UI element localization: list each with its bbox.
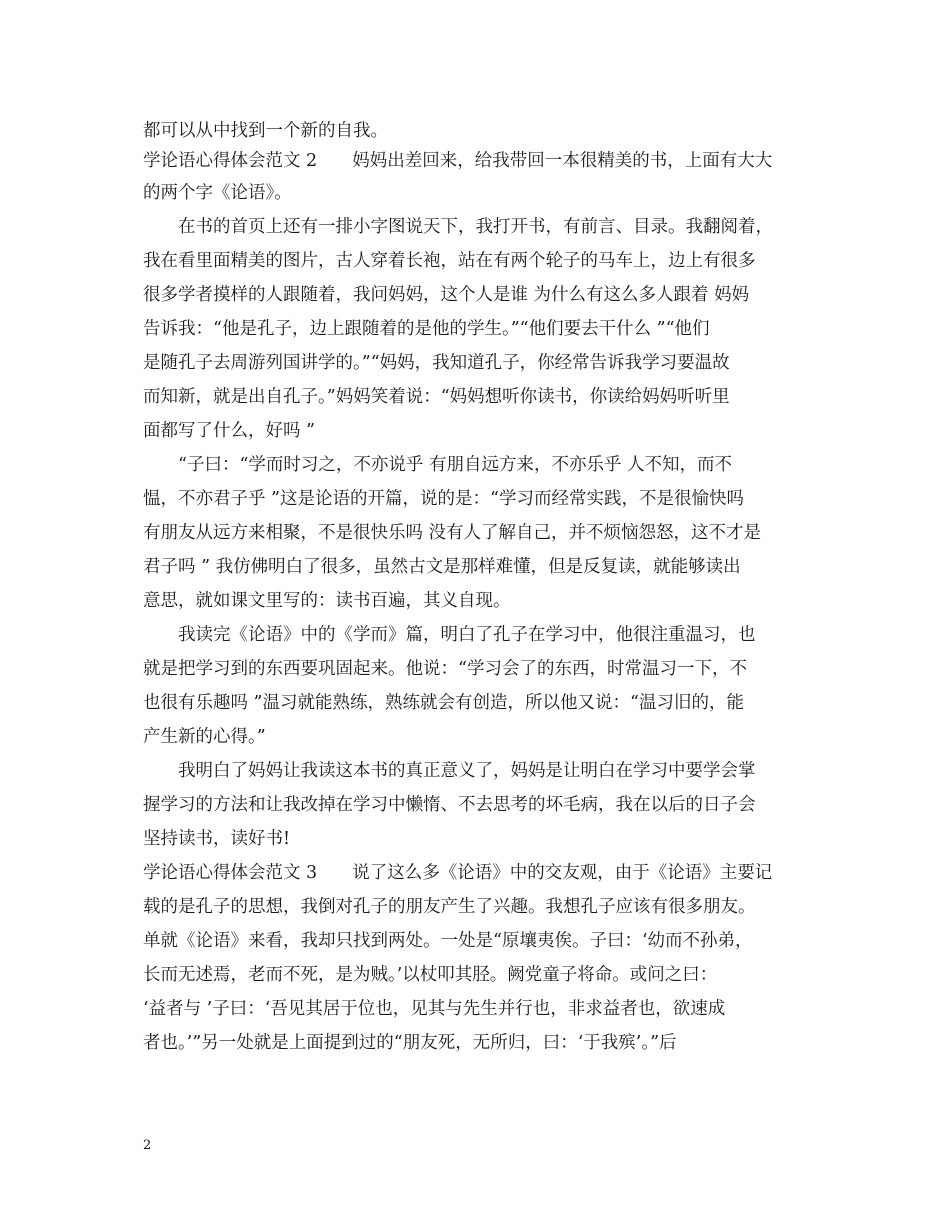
text-line: 很多学者摸样的人跟随着，我问妈妈，这个人是谁 为什么有这么多人跟着 妈妈 (143, 285, 750, 305)
text-line: 单就《论语》来看，我却只找到两处。一处是“原壤夷俟。子曰：‘幼而不孙弟， (143, 931, 753, 951)
text-line: 就是把学习到的东西要巩固起来。他说：“学习会了的东西，时常温习一下，不 (143, 659, 747, 679)
text-line: 我明白了妈妈让我读这本书的真正意义了，妈妈是让明白在学习中要学会掌 (143, 761, 756, 781)
text-line: 都可以从中找到一个新的自我。 (143, 121, 388, 141)
text-line: 握学习的方法和让我改掉在学习中懒惰、不去思考的坏毛病，我在以后的日子会 (143, 795, 756, 815)
text-line: ‘益者与 ’子曰：‘吾见其居于位也，见其与先生并行也，非求益者也，欲速成 (143, 999, 726, 1019)
text-line: 者也。’”另一处就是上面提到过的“朋友死，无所归，曰：‘于我殡’。”后 (143, 1033, 677, 1053)
page-number: 2 (143, 1138, 152, 1153)
text-line: 长而无述焉，老而不死，是为贼。’以杖叩其胫。阙党童子将命。或问之曰： (143, 965, 718, 985)
text-line: 的两个字《论语》。 (143, 183, 292, 203)
text-line: 有朋友从远方来相聚，不是很快乐吗 没有人了解自己，并不烦恼怨怒，这不才是 (143, 523, 762, 543)
text-line: 也很有乐趣吗 ”温习就能熟练，熟练就会有创造，所以他又说：“温习旧的，能 (143, 693, 744, 713)
text-line: 我在看里面精美的图片，古人穿着长袍，站在有两个轮子的马车上，边上有很多 (143, 251, 756, 271)
text-line: 在书的首页上还有一排小字图说天下，我打开书，有前言、目录。我翻阅着， (143, 217, 773, 237)
text-line: 我读完《论语》中的《学而》篇，明白了孔子在学习中，他很注重温习，也 (143, 625, 756, 645)
text-line: 君子吗 ” 我仿佛明白了很多，虽然古文是那样难懂，但是反复读，就能够读出 (143, 557, 741, 577)
text-line: 载的是孔子的思想，我倒对孔子的朋友产生了兴趣。我想孔子应该有很多朋友。 (143, 897, 756, 917)
text-line: 愠，不亦君子乎 ”这是论语的开篇，说的是：“学习而经常实践，不是很愉快吗 (143, 489, 744, 509)
section-heading-line: 学论语心得体会范文 2 妈妈出差回来，给我带回一本很精美的书，上面有大大 (143, 151, 773, 171)
text-line: 告诉我：“他是孔子，边上跟随着的是他的学生。”“他们要去干什么 ”“他们 (143, 319, 710, 339)
text-line: 产生新的心得。” (143, 727, 266, 747)
text-line: 而知新，就是出自孔子。”妈妈笑着说：“妈妈想听你读书，你读给妈妈听听里 (143, 387, 730, 407)
text-line: 面都写了什么，好吗 ” (143, 421, 316, 441)
text-line: “子曰：“学而时习之，不亦说乎 有朋自远方来，不亦乐乎 人不知，而不 (143, 455, 733, 475)
document-body (143, 116, 807, 1060)
text-line: 意思，就如课文里写的：读书百遍，其义自现。 (143, 591, 511, 611)
text-line: 是随孔子去周游列国讲学的。”“妈妈，我知道孔子，你经常告诉我学习要温故 (143, 353, 730, 373)
text-line: 坚持读书，读好书! (143, 829, 291, 849)
section-heading-line: 学论语心得体会范文 3 说了这么多《论语》中的交友观，由于《论语》主要记 (143, 863, 773, 883)
